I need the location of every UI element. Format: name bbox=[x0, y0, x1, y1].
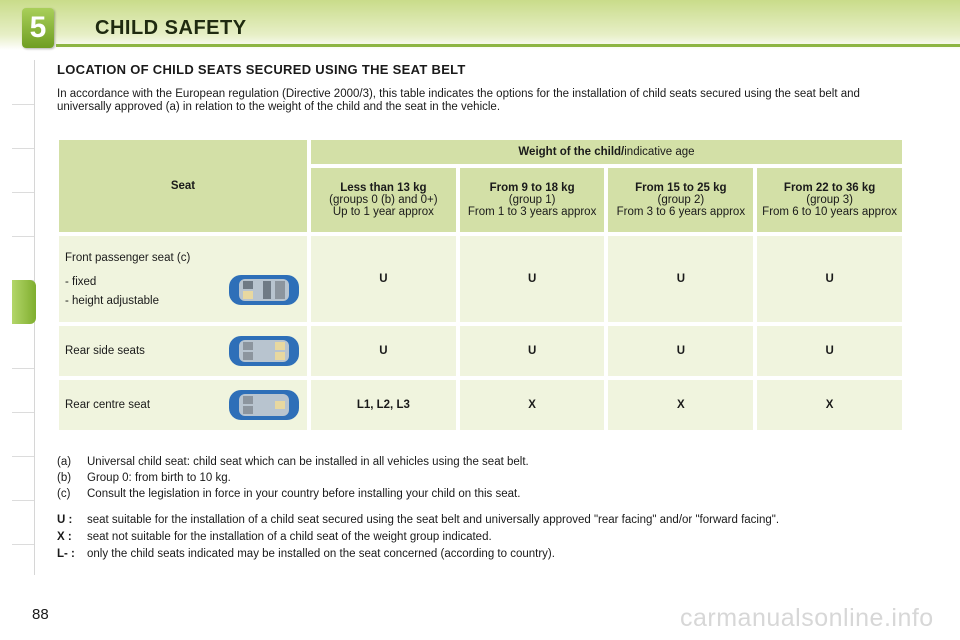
chapter-tab[interactable] bbox=[12, 368, 34, 413]
group-line: (group 3) bbox=[806, 194, 853, 206]
chapter-tabs bbox=[12, 60, 35, 575]
footnote-text: Universal child seat: child seat which can be installed in all vehicles using the seat belt. bbox=[87, 456, 529, 468]
legend-text: seat not suitable for the installation of a child seat of the weight group indicated. bbox=[87, 531, 492, 543]
watermark: carmanualsonline.info bbox=[680, 604, 934, 632]
cell-value: X bbox=[757, 380, 902, 430]
footnote-key: (b) bbox=[57, 472, 72, 484]
group-header bbox=[460, 168, 605, 232]
cell-value: U bbox=[460, 326, 605, 376]
cell-value: U bbox=[311, 326, 456, 376]
footnote bbox=[57, 455, 917, 470]
weight-header bbox=[311, 140, 902, 164]
chapter-tab[interactable] bbox=[12, 148, 34, 193]
car-seat-diagram-icon bbox=[225, 272, 303, 308]
group-line: From 6 to 10 years approx bbox=[762, 206, 898, 218]
chapter-tab-active[interactable] bbox=[12, 280, 36, 324]
cell-value: U bbox=[757, 326, 902, 376]
cell-value: U bbox=[608, 236, 753, 322]
legend-key: U : bbox=[57, 514, 73, 526]
weight-header-bold: Weight of the child/ bbox=[518, 146, 625, 158]
legend-text: seat suitable for the installation of a child seat secured using the seat belt and universally approved "rear facing" and/or "forward facing". bbox=[87, 514, 780, 526]
row-label-front bbox=[59, 236, 307, 322]
car-seat-diagram-icon bbox=[225, 387, 303, 423]
row-label-rear-side bbox=[59, 326, 307, 376]
group-header bbox=[608, 168, 753, 232]
row-label: Rear centre seat bbox=[65, 399, 151, 411]
chapter-tab[interactable] bbox=[12, 324, 34, 369]
chapter-number-badge: 5 bbox=[22, 8, 54, 48]
chapter-tab[interactable] bbox=[12, 60, 34, 105]
legend-item bbox=[57, 548, 917, 561]
table-row bbox=[59, 236, 902, 322]
footnotes bbox=[57, 455, 917, 503]
cell-value: U bbox=[608, 326, 753, 376]
legend-text: only the child seats indicated may be installed on the seat concerned (according to country). bbox=[87, 548, 555, 560]
cell-value: U bbox=[311, 236, 456, 322]
group-header bbox=[311, 168, 456, 232]
section-title: LOCATION OF CHILD SEATS SECURED USING THE SEAT BELT bbox=[57, 62, 466, 77]
weight-header-normal: indicative age bbox=[624, 146, 695, 158]
footnote-key: (c) bbox=[57, 488, 71, 500]
cell-value: L1, L2, L3 bbox=[311, 380, 456, 430]
footnote bbox=[57, 471, 917, 486]
group-line: From 1 to 3 years approx bbox=[467, 206, 597, 218]
intro-paragraph: In accordance with the European regulation (Directive 2000/3), this table indicates the options for the installation of child seats secured using the seat belt and universally approved (a) in relation to the weight of the child and the seat in the vehicle. bbox=[57, 88, 860, 113]
chapter-tab[interactable] bbox=[12, 192, 34, 237]
group-line: (groups 0 (b) and 0+) bbox=[329, 194, 438, 206]
group-header bbox=[757, 168, 902, 232]
legend-key: L- : bbox=[57, 548, 75, 560]
child-seat-table bbox=[55, 136, 906, 434]
footnote-text: Group 0: from birth to 10 kg. bbox=[87, 472, 231, 484]
group-title: Less than 13 kg bbox=[340, 182, 427, 194]
row-label-rear-centre bbox=[59, 380, 307, 430]
legend-item bbox=[57, 514, 917, 527]
group-line: (group 2) bbox=[657, 194, 705, 206]
row-label: Front passenger seat (c) bbox=[65, 251, 191, 264]
page-number: 88 bbox=[32, 606, 49, 623]
row-sublabel: - fixed bbox=[65, 275, 97, 288]
group-title: From 15 to 25 kg bbox=[635, 182, 727, 194]
header-divider bbox=[56, 44, 960, 47]
group-line: Up to 1 year approx bbox=[332, 206, 434, 218]
group-title: From 9 to 18 kg bbox=[489, 182, 575, 194]
footnote bbox=[57, 487, 917, 502]
group-title: From 22 to 36 kg bbox=[783, 182, 876, 194]
cell-value: U bbox=[460, 236, 605, 322]
chapter-title: CHILD SAFETY bbox=[95, 17, 247, 39]
cell-value: X bbox=[460, 380, 605, 430]
group-line: (group 1) bbox=[508, 194, 556, 206]
table-row bbox=[59, 326, 902, 376]
chapter-tab[interactable] bbox=[12, 500, 34, 545]
chapter-tab[interactable] bbox=[12, 236, 34, 281]
footnote-key: (a) bbox=[57, 456, 72, 468]
cell-value: U bbox=[757, 236, 902, 322]
chapter-tab[interactable] bbox=[12, 104, 34, 149]
legend-item bbox=[57, 531, 917, 544]
chapter-tab[interactable] bbox=[12, 456, 34, 501]
legend-key: X : bbox=[57, 531, 72, 543]
footnote-text: Consult the legislation in force in your country before installing your child on this seat. bbox=[87, 488, 521, 500]
chapter-tab[interactable] bbox=[12, 412, 34, 457]
row-label: Rear side seats bbox=[65, 345, 145, 357]
legend bbox=[57, 514, 917, 565]
row-sublabel: - height adjustable bbox=[65, 294, 159, 307]
group-line: From 3 to 6 years approx bbox=[616, 206, 746, 218]
cell-value: X bbox=[608, 380, 753, 430]
table-row bbox=[59, 380, 902, 430]
seat-column-header: Seat bbox=[59, 140, 307, 232]
car-seat-diagram-icon bbox=[225, 333, 303, 369]
